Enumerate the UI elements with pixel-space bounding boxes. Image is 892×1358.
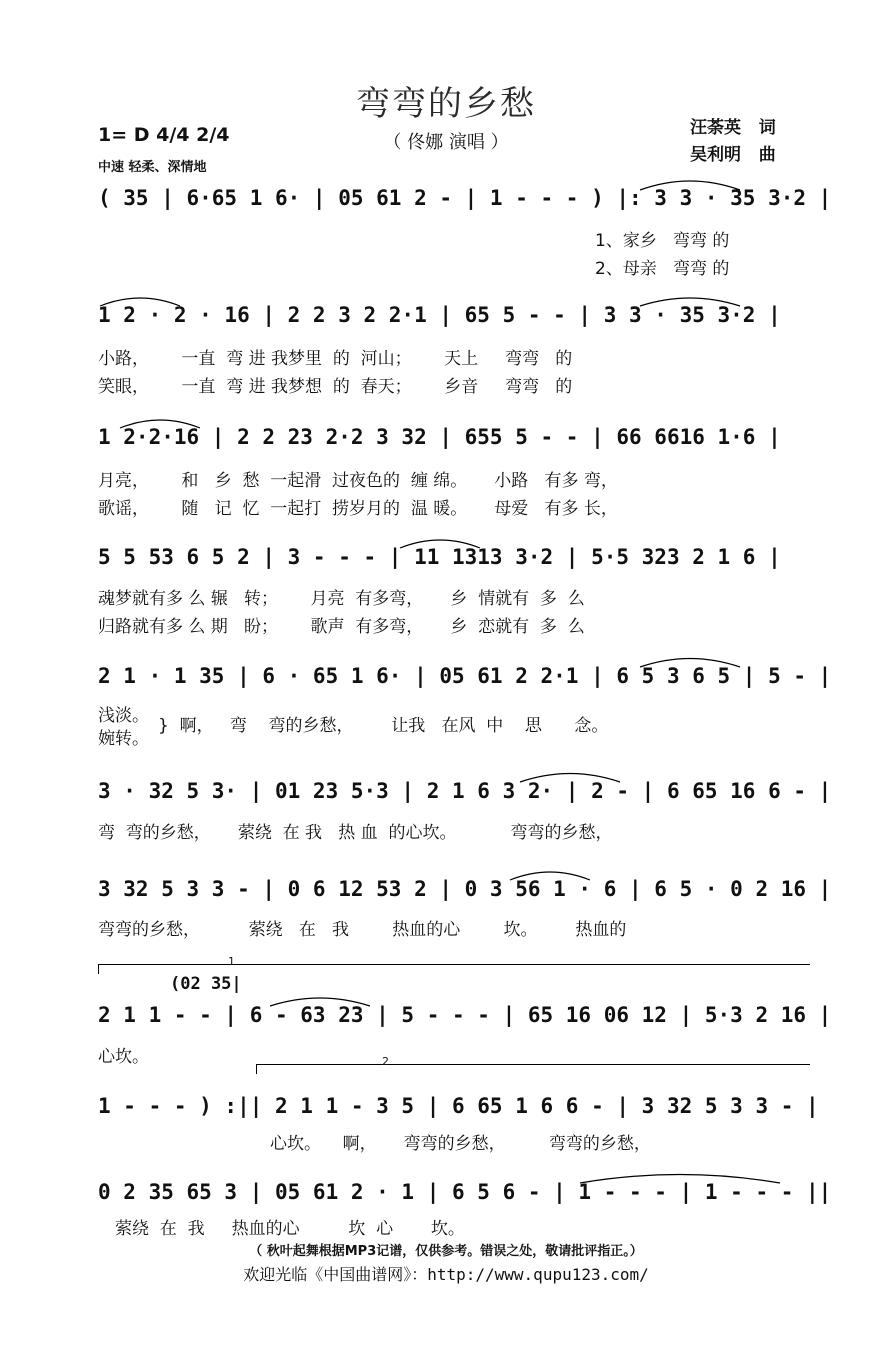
- lyric-verse2-line2: 笑眼， 一直 弯 进 我梦想 的 春天； 乡音 弯弯 的: [98, 377, 573, 397]
- lyric-verse1-line1: 1、家乡 弯弯 的: [595, 231, 730, 251]
- score-line-1: ( 35 | 6·65 1 6· | 05 61 2 - | 1 - - - ) |: 3 3 · 35 3·2 |: [98, 186, 832, 210]
- score-line-2: 1 2 · 2 · 16 | 2 2 3 2 2·1 | 65 5 - - | 3 3 · 35 3·2 |: [98, 303, 781, 327]
- lyric-verse1-line2: 小路， 一直 弯 进 我梦里 的 河山； 天上 弯弯 的: [98, 349, 573, 369]
- lyric-line10: 萦绕 在 我 热血的心 坎 心 坎。: [115, 1219, 465, 1239]
- lyricist-credit: 汪荼英 词: [690, 118, 776, 138]
- lyric-line8: 心坎。: [98, 1047, 149, 1067]
- lyric-verse2-line1: 2、母亲 弯弯 的: [595, 259, 730, 279]
- lyric-verse2-line4: 归路就有多 么 期 盼； 歌声 有多弯， 乡 恋就有 多 么: [98, 617, 585, 637]
- song-title: 弯弯的乡愁: [356, 84, 536, 124]
- tempo-marking: 中速 轻柔、深情地: [98, 160, 207, 175]
- lyric-verse1-line3: 月亮， 和 乡 愁 一起滑 过夜色的 缠 绵。 小路 有多 弯，: [98, 471, 618, 491]
- lyric-verse1-line4: 魂梦就有多 么 辗 转； 月亮 有多弯， 乡 情就有 多 么: [98, 589, 585, 609]
- score-line-5: 2 1 · 1 35 | 6 · 65 1 6· | 05 61 2 2·1 | 6 5 3 6 5 | 5 - |: [98, 664, 832, 688]
- lyric-verse1-line5: 浅淡。: [98, 706, 149, 726]
- key-signature: 1= D 4/4 2/4: [98, 124, 230, 146]
- volta-1-pickup-notes: (02 35|: [170, 974, 242, 994]
- score-line-3: 1 2·2·16 | 2 2 23 2·2 3 32 | 655 5 - - | 66 6616 1·6 |: [98, 425, 781, 449]
- volta-1-bracket: [98, 964, 810, 965]
- volta-2-number: 2: [382, 1055, 389, 1068]
- volta-2-tick: [256, 1064, 257, 1074]
- score-line-6: 3 · 32 5 3· | 01 23 5·3 | 2 1 6 3 2· | 2 - | 6 65 16 6 - |: [98, 779, 832, 803]
- score-line-7: 3 32 5 3 3 - | 0 6 12 53 2 | 0 3 56 1 · 6 | 6 5 · 0 2 16 |: [98, 877, 832, 901]
- transcriber-note: （ 秋叶起舞根据MP3记谱，仅供参考。错误之处，敬请批评指正。）: [249, 1244, 643, 1259]
- lyric-verse2-line5: 婉转。: [98, 729, 149, 749]
- lyric-line7: 弯弯的乡愁， 萦绕 在 我 热血的心 坎。 热血的: [98, 920, 627, 940]
- website-credit: 欢迎光临《中国曲谱网》：http://www.qupu123.com/: [243, 1265, 649, 1284]
- volta-2-bracket: [256, 1064, 810, 1065]
- lyric-line9: 心坎。 啊， 弯弯的乡愁， 弯弯的乡愁，: [270, 1134, 651, 1154]
- volta-1-number: 1: [228, 955, 235, 968]
- lyric-verse2-line3: 歌谣， 随 记 忆 一起打 捞岁月的 温 暖。 母爱 有多 长，: [98, 499, 618, 519]
- composer-credit: 吴利明 曲: [690, 145, 776, 165]
- lyric-chorus-line5: } 啊， 弯 弯的乡愁， 让我 在风 中 思 念。: [158, 716, 609, 736]
- score-line-10: 0 2 35 65 3 | 05 61 2 · 1 | 6 5 6 - | 1 - - - | 1 - - - ||: [98, 1180, 832, 1204]
- lyric-line6: 弯 弯的乡愁， 萦绕 在 我 热 血 的心坎。 弯弯的乡愁，: [98, 823, 613, 843]
- score-line-4: 5 5 53 6 5 2 | 3 - - - | 11 1313 3·2 | 5·5 323 2 1 6 |: [98, 545, 781, 569]
- volta-1-tick: [98, 964, 99, 974]
- score-line-8: 2 1 1 - - | 6 - 63 23 | 5 - - - | 65 16 06 12 | 5·3 2 16 |: [98, 1003, 832, 1027]
- singer-credit: （ 佟娜 演唱 ）: [383, 132, 509, 153]
- score-line-9: 1 - - - ) :|| 2 1 1 - 3 5 | 6 65 1 6 6 - | 3 32 5 3 3 - |: [98, 1094, 819, 1118]
